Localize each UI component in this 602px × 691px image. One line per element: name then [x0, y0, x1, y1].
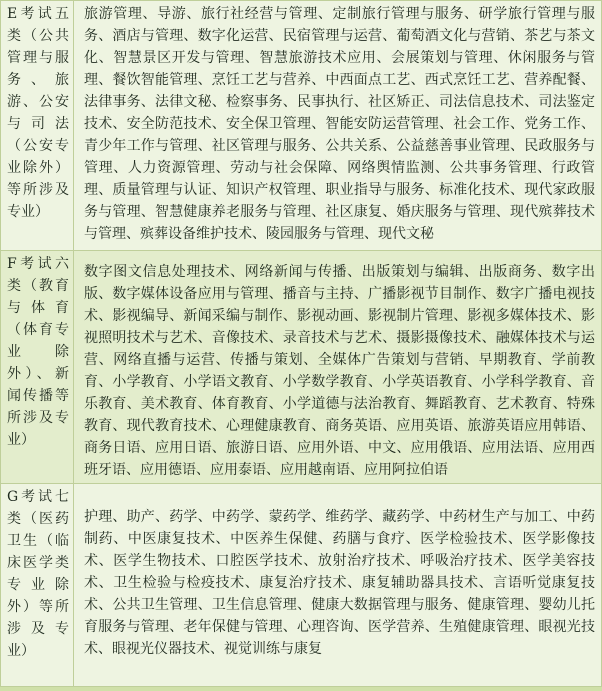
- category-majors-list: 数字图文信息处理技术、网络新闻与传播、出版策划与编辑、出版商务、数字出版、数字媒体设备应用与管理、播音与主持、广播影视节目制作、数字广播电视技术、影视编导、新闻采编与制作、影视动画、影视制片管理、影视多媒体技术、影视照明技术与艺术、音像技术、录音技术与艺术、摄影摄像技术、融媒体技术与运营、网络直播与运营、传播与策划、全媒体广告策划与营销、早期教育、学前教育、小学教育、小学语文教育、小学数学教育、小学英语教育、小学科学教育、音乐教育、美术教育、体育教育、小学道德与法治教育、舞蹈教育、艺术教育、特殊教育、现代教育技术、心理健康教育、商务英语、应用英语、旅游英语应用韩语、商务日语、应用日语、旅游日语、应用外语、中文、应用俄语、应用法语、应用西班牙语、应用德语、应用泰语、应用越南语、应用阿拉伯语: [74, 251, 602, 484]
- category-label: G考试七类（医药卫生（临床医学类专业除外）等所涉及专业）: [1, 484, 74, 687]
- table-row-exam-category-7: [1, 484, 602, 687]
- category-majors-list: 护理、助产、药学、中药学、蒙药学、维药学、藏药学、中药材生产与加工、中药制药、中医康复技术、中医养生保健、药膳与食疗、医学检验技术、医学影像技术、医学生物技术、口腔医学技术、放射治疗技术、呼吸治疗技术、医学美容技术、卫生检验与检疫技术、康复治疗技术、康复辅助器具技术、言语听觉康复技术、公共卫生管理、卫生信息管理、健康大数据管理与服务、健康管理、婴幼儿托育服务与管理、老年保健与管理、心理咨询、医学营养、生殖健康管理、眼视光技术、眼视光仪器技术、视觉训练与康复: [74, 484, 602, 687]
- table-row-exam-category-5: [1, 1, 602, 251]
- category-majors-list: 旅游管理、导游、旅行社经营与管理、定制旅行管理与服务、研学旅行管理与服务、酒店与管理、数字化运营、民宿管理与运营、葡萄酒文化与营销、茶艺与茶文化、智慧景区开发与管理、智慧旅游技术应用、会展策划与管理、休闲服务与管理、餐饮智能管理、烹饪工艺与营养、中西面点工艺、西式烹饪工艺、营养配餐、法律事务、法律文秘、检察事务、民事执行、社区矫正、司法信息技术、司法鉴定技术、安全防范技术、安全保卫管理、智能安防运营管理、社会工作、党务工作、青少年工作与管理、社区管理与服务、公共关系、公益慈善事业管理、民政服务与管理、人力资源管理、劳动与社会保障、网络舆情监测、公共事务管理、行政管理、质量管理与认证、知识产权管理、职业指导与服务、标准化技术、现代家政服务与管理、智慧健康养老服务与管理、社区康复、婚庆服务与管理、现代殡葬技术与管理、殡葬设备维护技术、陵园服务与管理、现代文秘: [74, 1, 602, 251]
- table-row-exam-category-6: [1, 251, 602, 484]
- table-bottom-border: [0, 687, 602, 691]
- category-label: E考试五类（公共管理与服务、旅游、公安与司法（公安专业除外）等所涉及专业）: [1, 1, 74, 251]
- category-label: F考试六类（教育与体育（体育专业除外）、新闻传播等所涉及专业）: [1, 251, 74, 484]
